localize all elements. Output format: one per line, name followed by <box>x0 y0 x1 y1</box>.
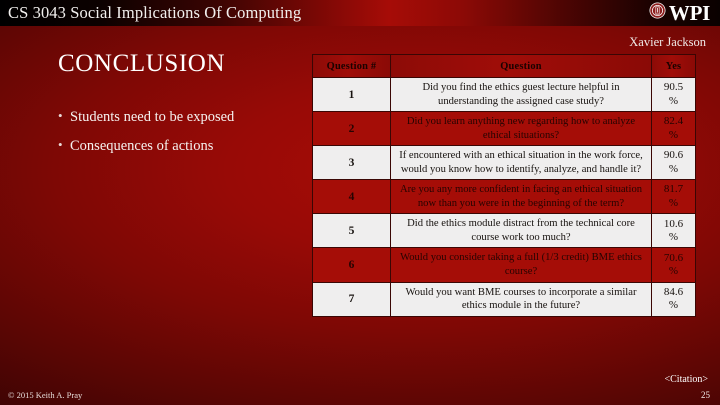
cell-question-text: Did you learn anything new regarding how to analyze ethical situations? <box>391 112 652 146</box>
slide-heading: CONCLUSION <box>58 50 226 77</box>
wpi-wordmark: WPI <box>668 0 710 25</box>
cell-question-number: 6 <box>313 248 391 282</box>
table-row <box>313 180 696 214</box>
cell-yes-percent <box>652 78 696 112</box>
table-row <box>313 248 696 282</box>
footer-page-number: 25 <box>701 390 710 400</box>
cell-question-number: 7 <box>313 282 391 316</box>
bullet-list <box>58 108 313 166</box>
cell-question-number: 5 <box>313 214 391 248</box>
percent-symbol: % <box>668 265 679 278</box>
percent-symbol: % <box>668 162 679 175</box>
table-row <box>313 112 696 146</box>
column-header-yes: Yes <box>652 55 696 78</box>
table-row <box>313 78 696 112</box>
percent-symbol: % <box>668 299 679 312</box>
bullet-text: Consequences of actions <box>70 138 214 155</box>
percent-symbol: % <box>668 230 679 243</box>
cell-yes-percent <box>652 248 696 282</box>
percent-symbol: % <box>668 94 679 107</box>
cell-yes-percent <box>652 112 696 146</box>
slide-titlebar <box>0 0 720 26</box>
yes-value: 81.7 <box>663 183 684 196</box>
bullet-item <box>58 137 313 155</box>
cell-question-number: 4 <box>313 180 391 214</box>
yes-value: 84.6 <box>663 285 684 298</box>
cell-question-text: Did you find the ethics guest lecture helpful in understanding the assigned case study? <box>391 78 652 112</box>
yes-value: 70.6 <box>663 251 684 264</box>
cell-question-text: Would you want BME courses to incorporate a similar ethics module in the future? <box>391 282 652 316</box>
cell-question-text: Are you any more confident in facing an ethical situation now than you were in the beginning of the term? <box>391 180 652 214</box>
footer-copyright: © 2015 Keith A. Pray <box>8 390 83 400</box>
cell-question-number: 1 <box>313 78 391 112</box>
yes-value: 82.4 <box>663 115 684 128</box>
course-title: CS 3043 Social Implications Of Computing <box>8 3 302 22</box>
citation-placeholder: <Citation> <box>664 374 708 385</box>
column-header-question-number: Question # <box>313 55 391 78</box>
table-row <box>313 282 696 316</box>
cell-question-number: 3 <box>313 146 391 180</box>
cell-yes-percent <box>652 180 696 214</box>
cell-question-text: Did the ethics module distract from the technical core course work too much? <box>391 214 652 248</box>
cell-question-text: Would you consider taking a full (1/3 credit) BME ethics course? <box>391 248 652 282</box>
bullet-dot-icon: • <box>58 137 63 153</box>
cell-yes-percent <box>652 214 696 248</box>
yes-value: 10.6 <box>663 217 684 230</box>
wpi-logo <box>649 2 710 24</box>
cell-question-number: 2 <box>313 112 391 146</box>
bullet-text: Students need to be exposed <box>70 109 235 125</box>
table-row <box>313 146 696 180</box>
bullet-item <box>58 108 313 126</box>
column-header-question: Question <box>391 55 652 78</box>
bullet-dot-icon: • <box>58 108 63 123</box>
survey-results-table <box>312 54 695 317</box>
yes-value: 90.6 <box>663 149 684 162</box>
cell-question-text: If encountered with an ethical situation in the work force, would you know how to identify, analyze, and handle it? <box>391 146 652 180</box>
yes-value: 90.5 <box>663 81 684 94</box>
cell-yes-percent <box>652 282 696 316</box>
table-header-row <box>313 55 696 78</box>
cell-yes-percent <box>652 146 696 180</box>
table-row <box>313 214 696 248</box>
wpi-seal-icon <box>649 2 666 24</box>
presenter-name: Xavier Jackson <box>629 35 706 49</box>
percent-symbol: % <box>668 196 679 209</box>
percent-symbol: % <box>668 128 679 141</box>
